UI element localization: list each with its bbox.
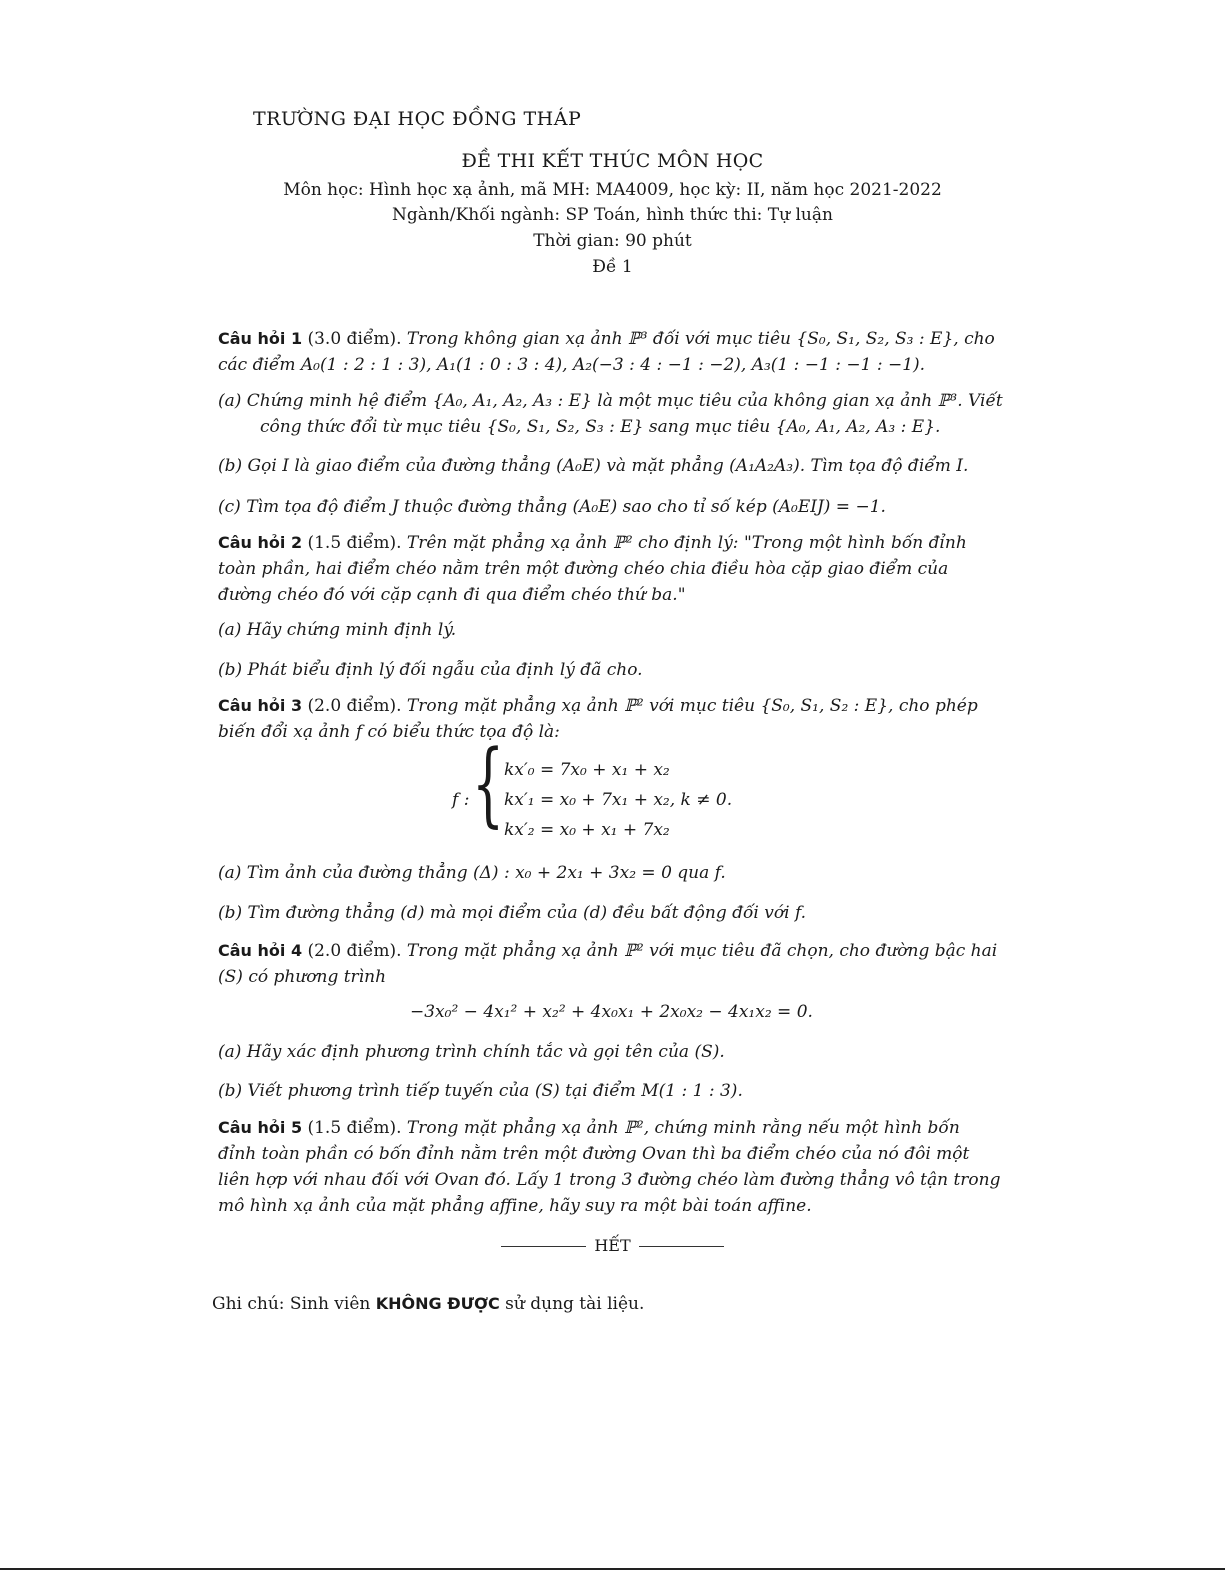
major-info: Ngành/Khối ngành: SP Toán, hình thức thi: Tự luận bbox=[392, 205, 833, 225]
duration: Thời gian: 90 phút bbox=[533, 231, 692, 251]
equation-line-1: kx′₀ = 7x₀ + x₁ + x₂ bbox=[504, 760, 670, 780]
question-1 bbox=[218, 326, 1003, 378]
question-5-text: Trong mặt phẳng xạ ảnh ℙ², chứng minh rằng nếu một hình bốn đỉnh toàn phần có bốn đỉnh nằm trên một đường Ovan thì ba điểm chéo của nó đôi một liên hợp với nhau đối với Ovan đó. Lấy 1 trong 3 đường chéo làm đường thẳng vô tận trong mô hình xạ ảnh của mặt phẳng affine, hãy suy ra một bài toán affine. bbox=[218, 1118, 1001, 1216]
system-brace: { bbox=[472, 730, 505, 837]
question-4-text: Trong mặt phẳng xạ ảnh ℙ² với mục tiêu đã chọn, cho đường bậc hai (S) có phương trình bbox=[218, 941, 998, 987]
note-suffix: sử dụng tài liệu. bbox=[505, 1294, 645, 1314]
question-4-label: Câu hỏi 4 bbox=[218, 941, 303, 960]
note-prefix: Ghi chú: Sinh viên bbox=[212, 1294, 371, 1314]
question-3-label: Câu hỏi 3 bbox=[218, 696, 303, 715]
question-3 bbox=[218, 693, 1003, 745]
question-2-label: Câu hỏi 2 bbox=[218, 533, 303, 552]
question-5 bbox=[218, 1115, 1003, 1219]
equation-line-3: kx′₂ = x₀ + x₁ + 7x₂ bbox=[504, 820, 670, 840]
conic-equation: −3x₀² − 4x₁² + x₂² + 4x₀x₁ + 2x₀x₂ − 4x₁x₂ = 0. bbox=[410, 1002, 813, 1022]
question-3-part-b: (b) Tìm đường thẳng (d) mà mọi điểm của (d) đều bất động đối với f. bbox=[218, 903, 807, 923]
question-1-part-c: (c) Tìm tọa độ điểm J thuộc đường thẳng (A₀E) sao cho tỉ số kép (A₀EIJ) = −1. bbox=[218, 497, 886, 517]
question-4 bbox=[218, 938, 1003, 990]
question-4-part-a: (a) Hãy xác định phương trình chính tắc và gọi tên của (S). bbox=[218, 1042, 725, 1062]
question-1-part-a: (a) Chứng minh hệ điểm {A₀, A₁, A₂, A₃ : E} là một mục tiêu của không gian xạ ảnh ℙ³. Viết công thức đổi từ mục tiêu {S₀, S₁, S₂, S₃ : E} sang mục tiêu {A₀, A₁, A₂, A₃ : E}. bbox=[218, 391, 1003, 437]
question-3-part-a: (a) Tìm ảnh của đường thẳng (Δ) : x₀ + 2x₁ + 3x₂ = 0 qua f. bbox=[218, 863, 726, 883]
note-bold: KHÔNG ĐƯỢC bbox=[375, 1294, 500, 1313]
end-rule-left bbox=[501, 1246, 586, 1247]
footer-note bbox=[212, 1294, 644, 1314]
course-info: Môn học: Hình học xạ ảnh, mã MH: MA4009, học kỳ: II, năm học 2021-2022 bbox=[283, 180, 942, 200]
question-2-points: (1.5 điểm). bbox=[307, 533, 402, 553]
question-1-part-b: (b) Gọi I là giao điểm của đường thẳng (A₀E) và mặt phẳng (A₁A₂A₃). Tìm tọa độ điểm I. bbox=[218, 456, 969, 476]
scan-bottom-edge bbox=[0, 1568, 1225, 1570]
question-2 bbox=[218, 530, 1003, 608]
question-5-points: (1.5 điểm). bbox=[307, 1118, 402, 1138]
question-1-label: Câu hỏi 1 bbox=[218, 329, 303, 348]
school-name: TRƯỜNG ĐẠI HỌC ĐỒNG THÁP bbox=[253, 108, 582, 130]
f-label: f : bbox=[452, 790, 470, 810]
equation-line-2: kx′₁ = x₀ + 7x₁ + x₂, k ≠ 0. bbox=[504, 790, 733, 810]
question-3-points: (2.0 điểm). bbox=[307, 696, 402, 716]
question-1-points: (3.0 điểm). bbox=[307, 329, 402, 349]
equation-system bbox=[452, 730, 772, 850]
question-3-text: Trong mặt phẳng xạ ảnh ℙ² với mục tiêu {S₀, S₁, S₂ : E}, cho phép biến đổi xạ ảnh f có biểu thức tọa độ là: bbox=[218, 696, 978, 742]
question-4-points: (2.0 điểm). bbox=[307, 941, 402, 961]
question-2-text: Trên mặt phẳng xạ ảnh ℙ² cho định lý: "Trong một hình bốn đỉnh toàn phần, hai điểm chéo nằm trên một đường chéo chia điều hòa cặp giao điểm của đường chéo đó với cặp cạnh đi qua điểm chéo thứ ba." bbox=[218, 533, 967, 605]
end-marker bbox=[0, 1236, 1225, 1255]
end-rule-right bbox=[639, 1246, 724, 1247]
end-text: HẾT bbox=[594, 1236, 631, 1255]
question-2-part-a: (a) Hãy chứng minh định lý. bbox=[218, 620, 457, 640]
exam-version: Đề 1 bbox=[592, 257, 633, 277]
question-4-part-b: (b) Viết phương trình tiếp tuyến của (S) tại điểm M(1 : 1 : 3). bbox=[218, 1081, 743, 1101]
question-2-part-b: (b) Phát biểu định lý đối ngẫu của định lý đã cho. bbox=[218, 660, 643, 680]
question-5-label: Câu hỏi 5 bbox=[218, 1118, 303, 1137]
exam-title: ĐỀ THI KẾT THÚC MÔN HỌC bbox=[461, 150, 764, 172]
question-1-text: Trong không gian xạ ảnh ℙ³ đối với mục tiêu {S₀, S₁, S₂, S₃ : E}, cho các điểm A₀(1 : 2 : 1 : 3), A₁(1 : 0 : 3 : 4), A₂(−3 : 4 : −1 : −2), A₃(1 : −1 : −1 : −1). bbox=[218, 329, 995, 375]
